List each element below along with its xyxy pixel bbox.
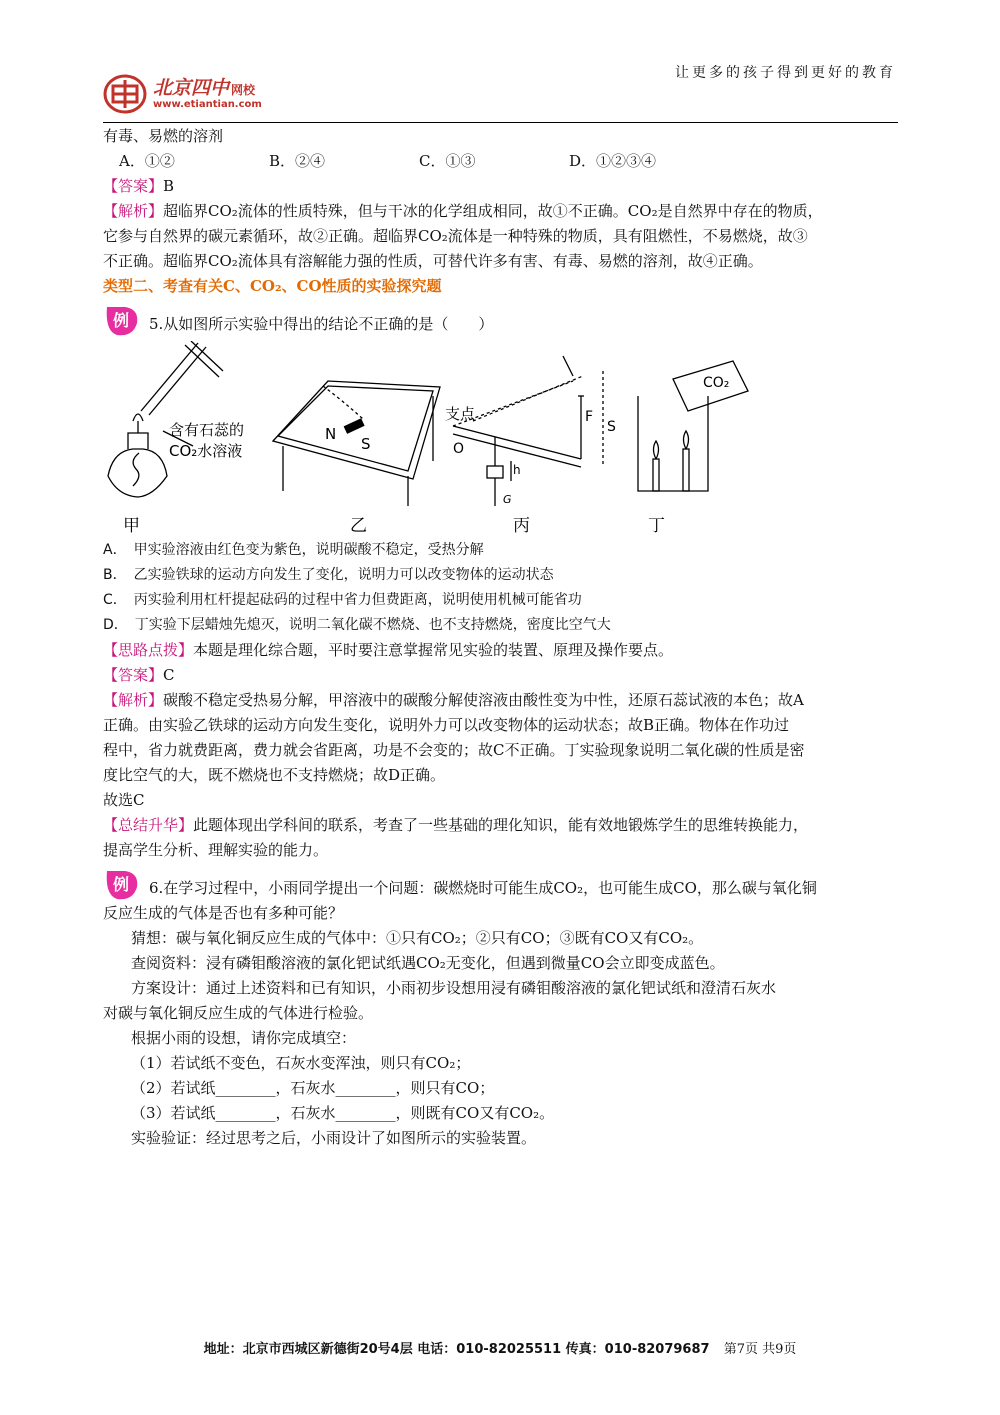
q4-option-a: A．①② <box>119 152 175 170</box>
page-content <box>103 124 898 1151</box>
footer-address: 地址：北京市西城区新德街20号4层 电话：010-82025511 传真：010-82079687 <box>203 1342 710 1357</box>
q5-option-a: A． 甲实验溶液由红色变为紫色，说明碳酸不稳定，受热分解 <box>103 542 484 558</box>
analysis-tag: 【解析】 <box>103 691 164 709</box>
hint-tag: 【思路点拨】 <box>103 641 194 659</box>
q5-option-b: B． 乙实验铁球的运动方向发生了变化，说明力可以改变物体的运动状态 <box>103 567 554 583</box>
q5-analysis-1 <box>103 688 898 713</box>
example-badge-text: 例 <box>112 875 130 894</box>
q4-analysis-3: 不正确。超临界CO₂流体具有溶解能力强的性质，可替代许多有害、有毒、易燃的溶剂，故④正确。 <box>103 252 763 270</box>
jia-text-2: CO₂水溶液 <box>169 442 243 460</box>
q6-item-3: （3）若试纸________，石灰水________，则既有CO又有CO₂。 <box>131 1104 555 1122</box>
footer-page: 第7页 共9页 <box>723 1342 797 1357</box>
bing-text-s: S <box>607 419 616 435</box>
example-badge-text: 例 <box>112 311 130 330</box>
q6-question-2: 反应生成的气体是否也有多种可能？ <box>103 904 344 922</box>
answer-value: B <box>163 177 175 195</box>
q4-option-d: D．①②③④ <box>569 152 657 170</box>
figure-yi <box>273 381 440 506</box>
example-badge-icon <box>103 867 141 901</box>
example-badge-icon <box>103 303 141 337</box>
footer <box>0 1338 1000 1357</box>
bing-text-h: h <box>513 463 521 477</box>
q5-question: 5.从如图所示实验中得出的结论不正确的是（ ） <box>149 315 494 333</box>
answer-tag: 【答案】 <box>103 666 164 684</box>
q5-summary-1 <box>103 813 898 838</box>
bing-text-fulcrum: 支点 <box>445 405 476 423</box>
figure-ding <box>638 361 748 491</box>
figure-label-yi: 乙 <box>350 516 367 536</box>
answer-tag: 【答案】 <box>103 177 164 195</box>
section-title: 类型二、考查有关C、CO₂、CO性质的实验探究题 <box>103 277 442 295</box>
figure-label-bing: 丙 <box>513 516 530 536</box>
logo-emblem-icon <box>103 74 147 114</box>
q4-analysis-2: 它参与自然界的碳元素循环，故②正确。超临界CO₂流体是一种特殊的物质，具有阻燃性，不易燃烧，故③ <box>103 227 808 245</box>
logo-name: 北京四中 <box>153 77 230 100</box>
q6-verify: 实验验证：经过思考之后，小雨设计了如图所示的实验装置。 <box>131 1129 537 1147</box>
figure-bing <box>453 356 603 506</box>
q4-analysis-1 <box>103 199 898 224</box>
q6-question-1: 6.在学习过程中，小雨同学提出一个问题：碳燃烧时可能生成CO₂，也可能生成CO，那么碳与氧化铜 <box>149 879 817 897</box>
q6-header <box>103 867 898 901</box>
ding-text-co2: CO₂ <box>703 375 730 391</box>
q5-choose: 故选C <box>103 791 145 809</box>
q6-item-1: （1）若试纸不变色，石灰水变浑浊，则只有CO₂； <box>131 1054 471 1072</box>
bing-text-f: F <box>585 409 594 425</box>
analysis-tag: 【解析】 <box>103 202 164 220</box>
q6-plan: 方案设计：通过上述资料和已有知识，小雨初步设想用浸有磷钼酸溶液的氯化钯试纸和澄清石灰水 <box>131 979 777 997</box>
q6-plan-cont: 对碳与氧化铜反应生成的气体进行检验。 <box>103 1004 374 1022</box>
q4-continuation: 有毒、易燃的溶剂 <box>103 127 224 145</box>
figure-jia <box>108 341 223 497</box>
figure-label-ding: 丁 <box>648 516 665 536</box>
logo-suffix: 网校 <box>231 83 256 98</box>
figure-label-jia: 甲 <box>123 516 140 536</box>
q6-reference: 查阅资料：浸有磷钼酸溶液的氯化钯试纸遇CO₂无变化，但遇到微量CO会立即变成蓝色。 <box>131 954 725 972</box>
q5-hint <box>103 638 898 663</box>
q5-header <box>103 303 898 337</box>
q4-options <box>103 149 898 174</box>
header-rule <box>103 122 898 123</box>
q5-answer <box>103 663 898 688</box>
answer-value: C <box>163 666 175 684</box>
q6-item-2: （2）若试纸________，石灰水________，则只有CO； <box>131 1079 495 1097</box>
q4-option-b: B．②④ <box>269 152 326 170</box>
q5-option-d: D． 丁实验下层蜡烛先熄灭，说明二氧化碳不燃烧、也不支持燃烧，密度比空气大 <box>103 617 611 633</box>
q5-summary-2: 提高学生分析、理解实验的能力。 <box>103 841 329 859</box>
summary-text: 此题体现出学科间的联系，考查了一些基础的理化知识，能有效地锻炼学生的思维转换能力， <box>193 816 809 834</box>
logo-url: www.etiantian.com <box>153 98 262 110</box>
q5-option-c: C． 丙实验利用杠杆提起砝码的过程中省力但费距离，说明使用机械可能省功 <box>103 592 582 608</box>
q5-figure <box>103 341 783 536</box>
q6-fill-intro: 根据小雨的设想，请你完成填空： <box>131 1029 357 1047</box>
yi-text-n: N <box>325 425 337 443</box>
jia-text-1: 含有石蕊的 <box>169 421 245 439</box>
q5-analysis-2: 正确。由实验乙铁球的运动方向发生变化，说明外力可以改变物体的运动状态；故B正确。物体在作功过 <box>103 716 790 734</box>
q4-answer <box>103 174 898 199</box>
analysis-text: 超临界CO₂流体的性质特殊，但与干冰的化学组成相同，故①不正确。CO₂是自然界中存在的物质， <box>163 202 823 220</box>
q5-analysis-4: 度比空气的大，既不燃烧也不支持燃烧；故D正确。 <box>103 766 446 784</box>
analysis-text: 碳酸不稳定受热易分解，甲溶液中的碳酸分解使溶液由酸性变为中性，还原石蕊试液的本色；故A <box>163 691 804 709</box>
hint-text: 本题是理化综合题，平时要注意掌握常见实验的装置、原理及操作要点。 <box>193 641 674 659</box>
summary-tag: 【总结升华】 <box>103 816 194 834</box>
header-slogan: 让更多的孩子得到更好的教育 <box>675 65 896 81</box>
q4-option-c: C．①③ <box>419 152 476 170</box>
q6-guess: 猜想：碳与氧化铜反应生成的气体中：①只有CO₂；②只有CO；③既有CO又有CO₂。 <box>131 929 704 947</box>
bing-text-g: G <box>503 493 512 506</box>
logo <box>103 74 262 114</box>
q5-analysis-3: 程中，省力就费距离，费力就会省距离，功是不会变的；故C不正确。丁实验现象说明二氧化碳的性质是密 <box>103 741 805 759</box>
yi-text-s: S <box>361 435 371 453</box>
bing-text-o: O <box>453 441 465 457</box>
